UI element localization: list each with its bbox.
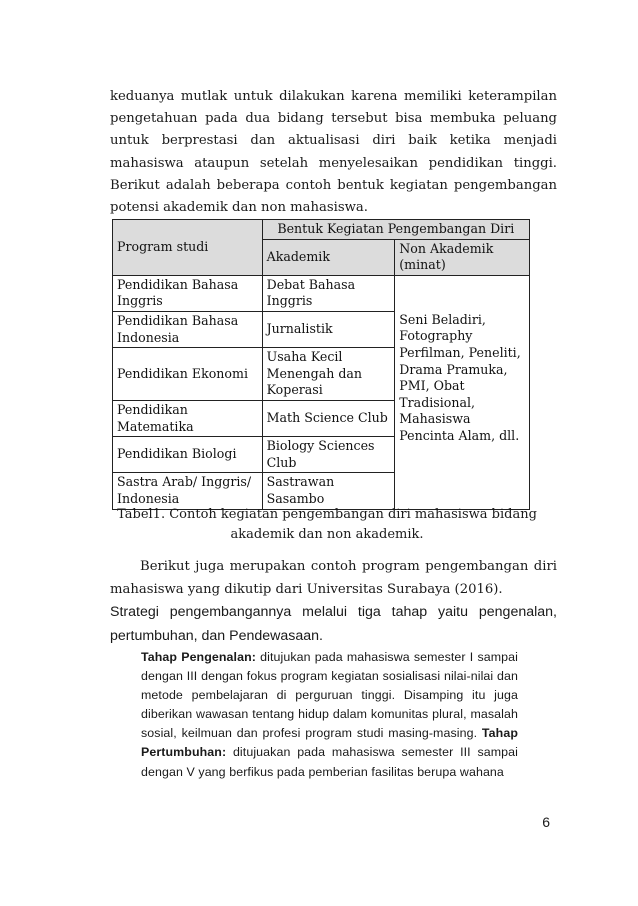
caption-line-1: Tabel1. Contoh kegiatan pengembangan diri mahasiswa bidang — [117, 507, 537, 522]
akademik-cell: Sastrawan Sasambo — [262, 473, 395, 509]
development-activities-table — [112, 219, 530, 510]
table-caption — [112, 505, 542, 545]
header-program-studi: Program studi — [113, 220, 263, 276]
akademik-cell: Usaha Kecil Menengah dan Koperasi — [262, 348, 395, 401]
program-cell: Pendidikan Matematika — [113, 400, 263, 436]
header-non-akademik: Non Akademik (minat) — [395, 239, 530, 275]
text-tahap-pengenalan: ditujukan pada mahasiswa semester I sampai dengan III dengan fokus program kegiatan sosialisasi nilai-nilai dan metode pembelajaran di perguruan tinggi. Disamping itu juga diberikan wawasan tentang hidup dalam komunitas plural, masalah sosial, keilmuan dan profesi program studi masing-masing. — [141, 650, 518, 741]
table-row — [113, 275, 530, 311]
akademik-cell: Biology Sciences Club — [262, 437, 395, 473]
header-bentuk-kegiatan: Bentuk Kegiatan Pengembangan Diri — [262, 220, 529, 240]
caption-line-2: akademik dan non akademik. — [230, 527, 424, 542]
quoted-block — [141, 648, 518, 782]
program-cell: Pendidikan Ekonomi — [113, 348, 263, 401]
akademik-cell: Debat Bahasa Inggris — [262, 275, 395, 311]
program-cell: Pendidikan Bahasa Inggris — [113, 275, 263, 311]
akademik-cell: Math Science Club — [262, 400, 395, 436]
table-header-row — [113, 220, 530, 240]
non-akademik-cell: Seni Beladiri, Fotography Perfilman, Peneliti, Drama Pramuka, PMI, Obat Tradisional, Mahasiswa Pencinta Alam, dll. — [395, 275, 530, 509]
program-cell: Pendidikan Bahasa Indonesia — [113, 311, 263, 347]
program-cell: Pendidikan Biologi — [113, 437, 263, 473]
term-tahap-pertumbuhan: Tahap Pertumbuhan: — [141, 726, 518, 760]
program-cell: Sastra Arab/ Inggris/ Indonesia — [113, 473, 263, 509]
text-tahap-pertumbuhan: ditujuakan pada mahasiswa semester III sampai dengan V yang berfikus pada pemberian fasilitas berupa wahana — [141, 745, 518, 779]
intro-paragraph: keduanya mutlak untuk dilakukan karena memiliki keterampilan pengetahuan pada dua bidang tersebut bisa membuka peluang untuk berprestasi dan aktualisasi diri baik ketika menjadi mahasiswa ataupun setelah menyelesaikan pendidikan tinggi. Berikut adalah beberapa contoh bentuk kegiatan pengembangan potensi akademik dan non mahasiswa. — [110, 89, 557, 216]
program-paragraph: Berikut juga merupakan contoh program pengembangan diri mahasiswa yang dikutip dari Universitas Surabaya (2016). — [110, 559, 557, 597]
term-tahap-pengenalan: Tahap Pengenalan: — [141, 650, 256, 664]
akademik-cell: Jurnalistik — [262, 311, 395, 347]
page-number: 6 — [542, 814, 550, 830]
strategy-paragraph: Strategi pengembangannya melalui tiga tahap yaitu pengenalan, pertumbuhan, dan Pendewasaan. — [110, 604, 557, 644]
header-akademik: Akademik — [262, 239, 395, 275]
